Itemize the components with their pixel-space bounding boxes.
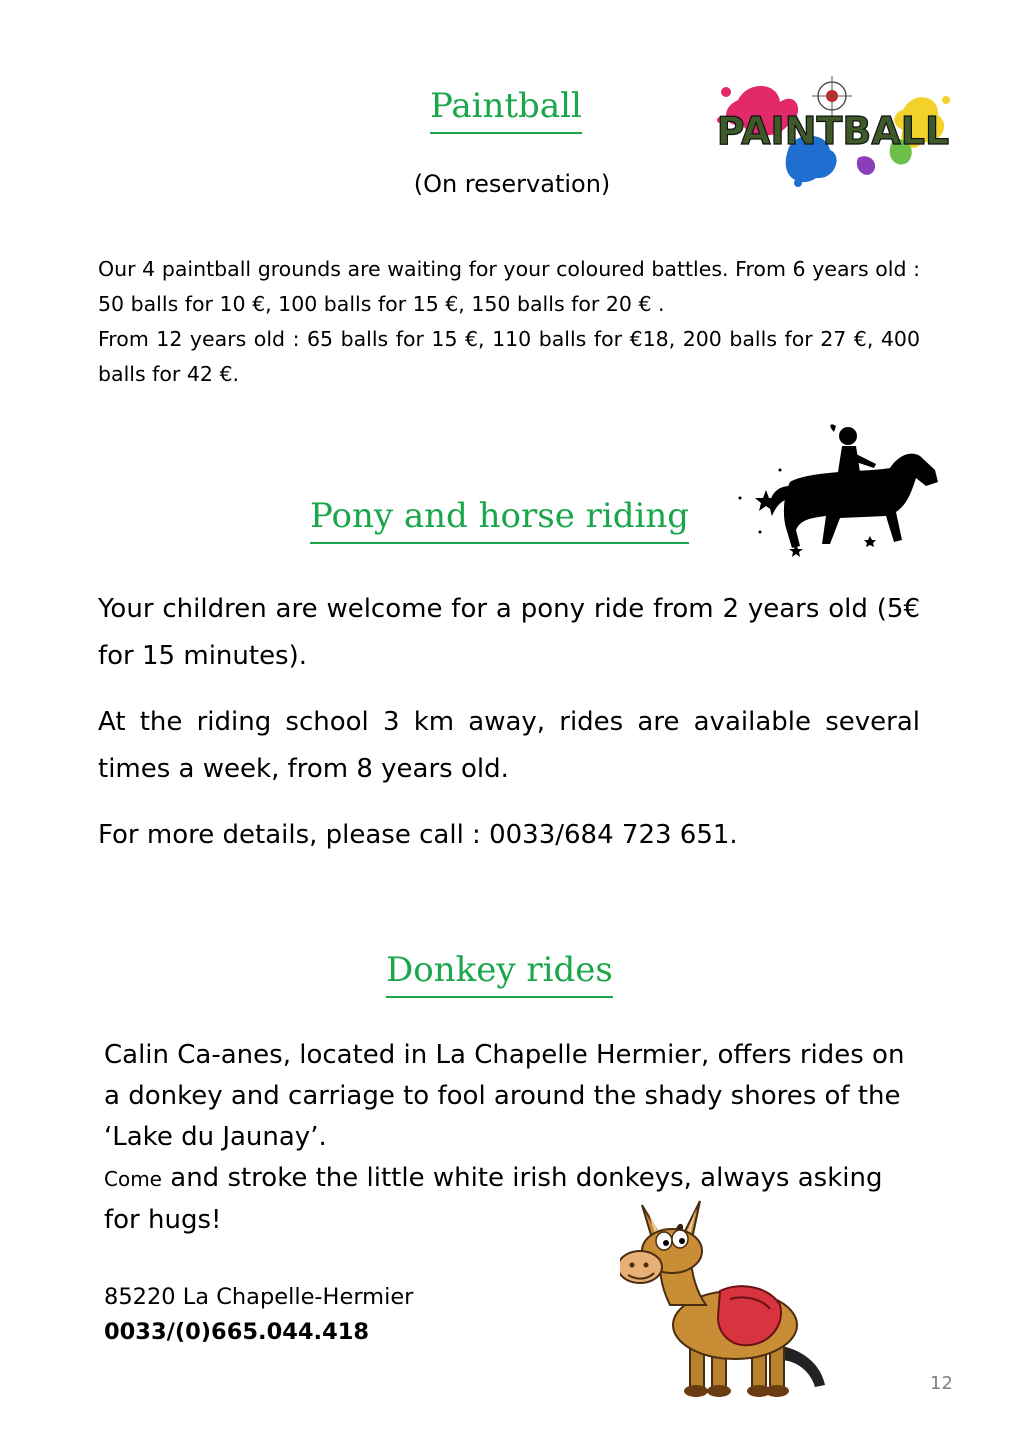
paintball-line-2: From 12 years old : 65 balls for 15 €, 110 balls for €18, 200 balls for 27 €, 400 balls for 42 €. [98, 327, 920, 386]
pony-paragraph-3: For more details, please call : 0033/684 723 651. [98, 820, 738, 850]
address: 85220 La Chapelle-Hermier [104, 1284, 414, 1310]
logo-text: PAINTBALL [716, 109, 950, 153]
donkey-line-1: Calin Ca-anes, located in La Chapelle Hermier, offers rides on a donkey and carriage to fool around the shady shores of the ‘Lake du Jaunay’. [104, 1040, 905, 1152]
pony-rider-silhouette [730, 420, 945, 560]
donkey-line-2-rest: and stroke the little white irish donkeys, always asking for hugs! [104, 1163, 883, 1235]
phone-number: 0033/(0)665.044.418 [104, 1319, 370, 1345]
donkey-line-2-start: Come [104, 1167, 162, 1191]
pony-description [98, 586, 920, 878]
paintball-title: Paintball [430, 86, 582, 134]
pony-title: Pony and horse riding [310, 496, 689, 544]
paintball-line-1: Our 4 paintball grounds are waiting for your coloured battles. From 6 years old : 50 balls for 10 €, 100 balls for 15 €, 150 balls for 20 € . [98, 257, 920, 316]
pony-paragraph-2: At the riding school 3 km away, rides are available several times a week, from 8 years old. [98, 707, 920, 784]
donkey-contact [104, 1280, 413, 1350]
page-number: 12 [930, 1373, 953, 1394]
donkey-title: Donkey rides [386, 950, 613, 998]
donkey-icon [620, 1201, 825, 1397]
donkey-cartoon [620, 1195, 835, 1400]
paintball-description [98, 252, 920, 392]
pony-paragraph-1: Your children are welcome for a pony ride from 2 years old (5€ for 15 minutes). [98, 594, 920, 671]
horse-rider-icon [770, 424, 938, 548]
reservation-note: (On reservation) [413, 170, 611, 198]
